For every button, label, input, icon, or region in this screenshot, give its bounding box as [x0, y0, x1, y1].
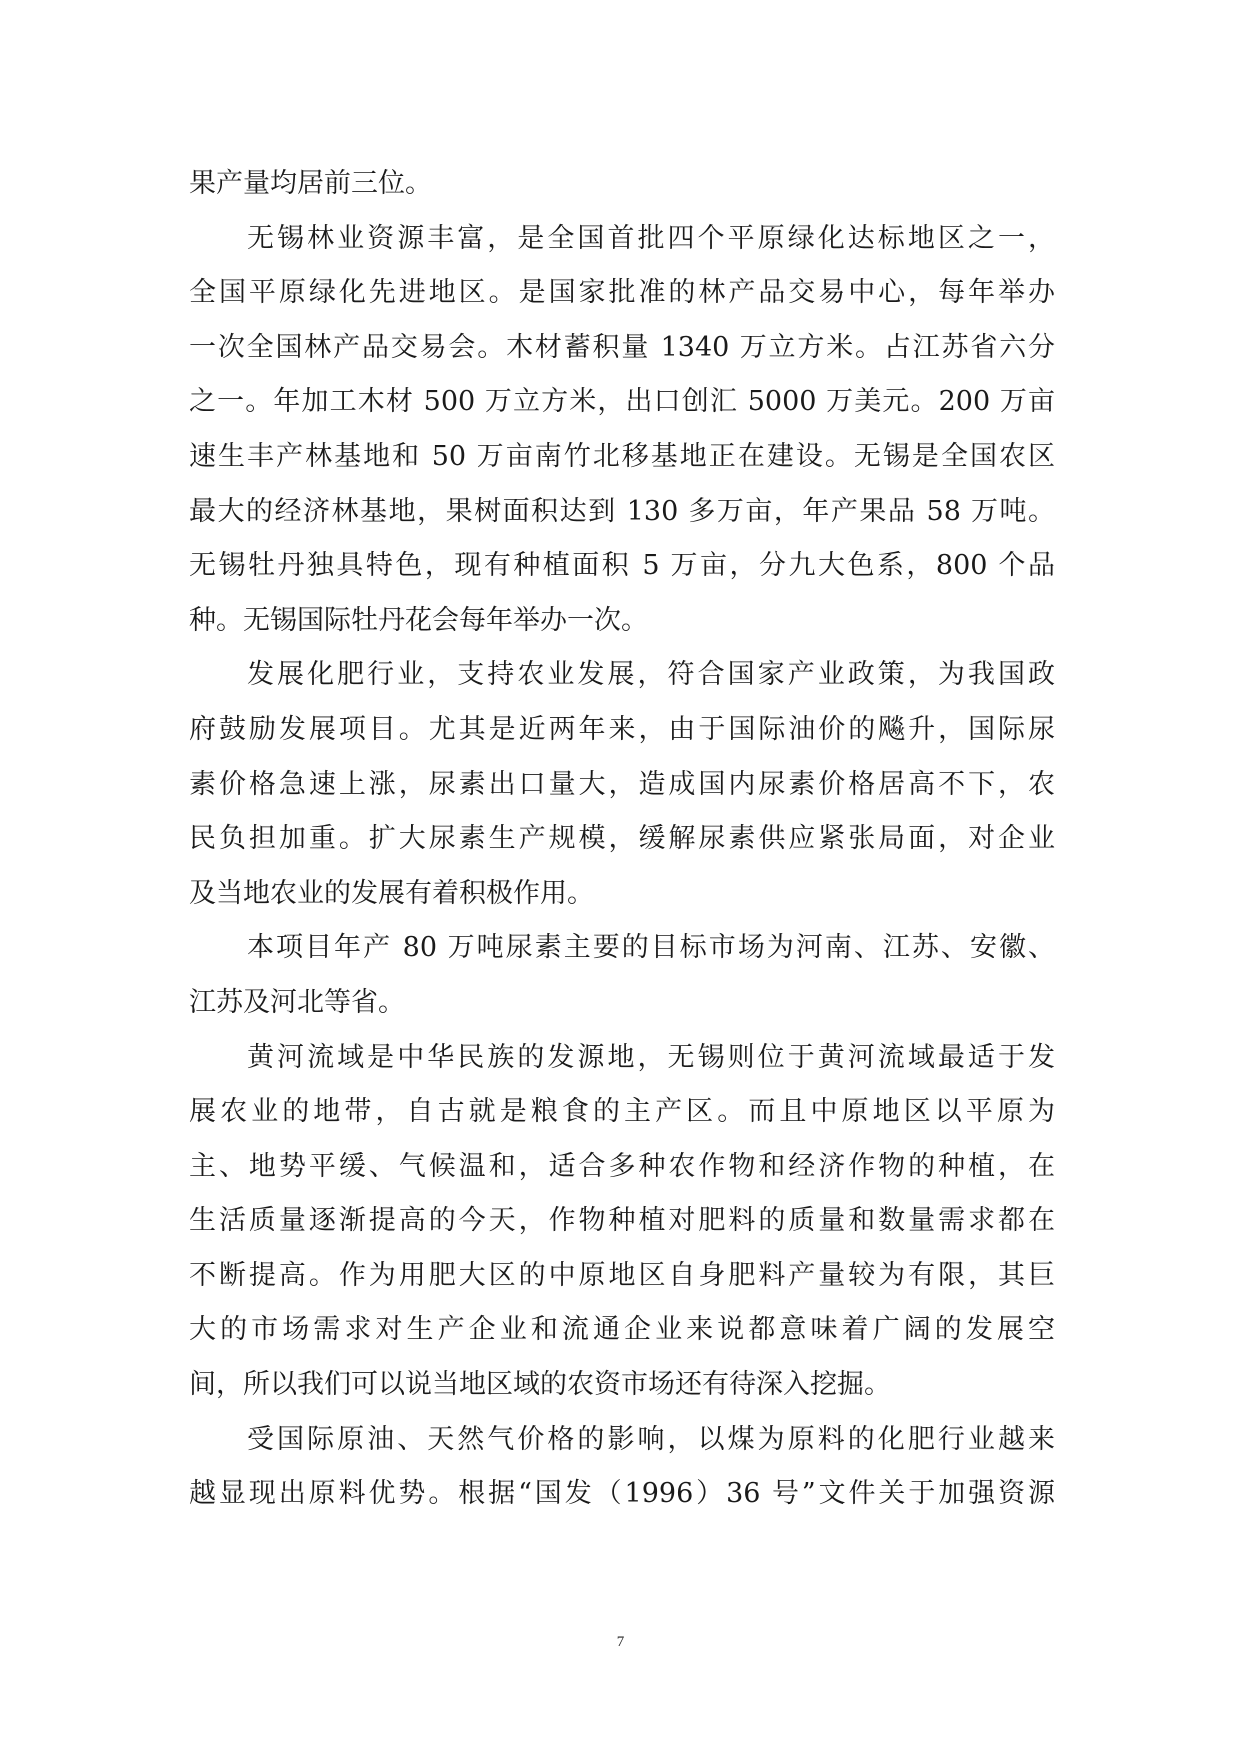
text-line: 种。无锡国际牡丹花会每年举办一次。 [189, 604, 648, 636]
text-line: 及当地农业的发展有着积极作用。 [189, 877, 594, 909]
text-line: 受国际原油、天然气价格的影响，以煤为原料的化肥行业越来 [247, 1423, 1055, 1455]
text-line: 一次全国林产品交易会。木材蓄积量 1340 万立方米。占江苏省六分 [189, 331, 1055, 363]
text-line: 果产量均居前三位。 [189, 168, 432, 199]
text-line: 越显现出原料优势。根据“国发（1996）36 号”文件关于加强资源 [189, 1478, 1055, 1510]
text-line: 黄河流域是中华民族的发源地，无锡则位于黄河流域最适于发 [247, 1041, 1055, 1073]
text-line: 速生丰产林基地和 50 万亩南竹北移基地正在建设。无锡是全国农区 [189, 440, 1055, 472]
text-line: 无锡牡丹独具特色，现有种植面积 5 万亩，分九大色系，800 个品 [189, 550, 1055, 582]
body-text [189, 157, 1055, 1522]
text-line: 之一。年加工木材 500 万立方米，出口创汇 5000 万美元。200 万亩 [189, 386, 1055, 418]
text-line: 大的市场需求对生产企业和流通企业来说都意味着广阔的发展空 [189, 1314, 1055, 1346]
text-line: 展农业的地带，自古就是粮食的主产区。而且中原地区以平原为 [189, 1096, 1055, 1128]
text-line: 无锡林业资源丰富，是全国首批四个平原绿化达标地区之一， [247, 222, 1055, 254]
text-line: 素价格急速上涨，尿素出口量大，造成国内尿素价格居高不下，农 [189, 768, 1055, 800]
text-line: 全国平原绿化先进地区。是国家批准的林产品交易中心，每年举办 [189, 277, 1055, 309]
text-line: 江苏及河北等省。 [189, 986, 405, 1018]
text-line: 间，所以我们可以说当地区域的农资市场还有待深入挖掘。 [189, 1369, 891, 1401]
text-line: 府鼓励发展项目。尤其是近两年来，由于国际油价的飚升，国际尿 [189, 713, 1055, 745]
text-line: 生活质量逐渐提高的今天，作物种植对肥料的质量和数量需求都在 [189, 1205, 1055, 1237]
page-number: 7 [616, 1634, 625, 1650]
text-line: 民负担加重。扩大尿素生产规模，缓解尿素供应紧张局面，对企业 [189, 823, 1055, 855]
text-line: 主、地势平缓、气候温和，适合多种农作物和经济作物的种植，在 [189, 1150, 1055, 1182]
text-line: 本项目年产 80 万吨尿素主要的目标市场为河南、江苏、安徽、 [247, 932, 1055, 964]
text-line: 不断提高。作为用肥大区的中原地区自身肥料产量较为有限，其巨 [189, 1259, 1055, 1291]
text-line: 最大的经济林基地，果树面积达到 130 多万亩，年产果品 58 万吨。 [189, 495, 1055, 527]
text-line: 发展化肥行业，支持农业发展，符合国家产业政策，为我国政 [247, 659, 1055, 691]
